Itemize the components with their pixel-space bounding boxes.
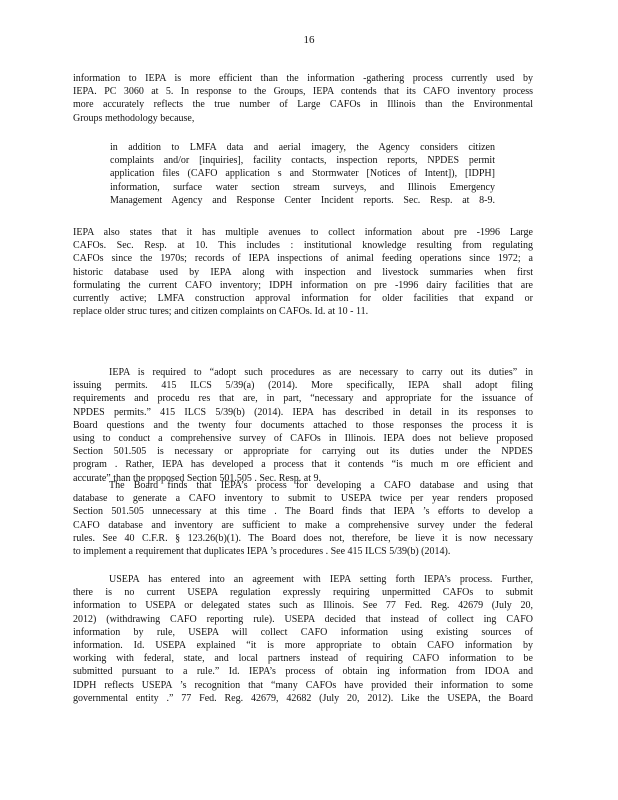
text-line: CAFO database and inventory are sufficient to make a comprehensive survey under the federal bbox=[73, 519, 533, 531]
text-line: replace older struc tures; and citizen complaints on CAFOs. Id. at 10 - 11. bbox=[73, 306, 369, 318]
text-line: Management Agency and Response Center Incident reports. Sec. Resp. at 8-9. bbox=[110, 194, 495, 206]
text-line: Board questions and the twenty four documents attached to those responses the process it is bbox=[73, 419, 533, 431]
text-line: historic database used by IEPA along with inspection and livestock summaries when first bbox=[73, 266, 533, 278]
text-line: Section 501.505 is necessary or appropriate for carrying out its duties under the NPDES bbox=[73, 446, 533, 458]
text-line: rules. See 40 C.F.R. § 123.26(b)(1). The Board does not, therefore, be lieve it is now necessary bbox=[73, 532, 533, 544]
text-line: NPDES permits.” 415 ILCS 5/39(b) (2014). IEPA has described in detail in its responses to bbox=[73, 406, 533, 418]
text-line: governmental entity .” 77 Fed. Reg. 42679, 42682 (July 20, 2012). Like the USEPA, the Board bbox=[73, 692, 533, 704]
paragraph-usepa-agreement bbox=[73, 573, 533, 705]
text-line: more accurately reflects the true number of Large CAFOs in Illinois than the Environmental bbox=[73, 99, 533, 111]
text-line: submitted pursuant to a rule.” Id. IEPA’s process of obtain ing information from IDOA and bbox=[73, 666, 533, 678]
text-line: IEPA also states that it has multiple avenues to collect information about pre -1996 Large bbox=[73, 227, 533, 238]
text-line: information to USEPA or delegated states such as Illinois. See 77 Fed. Reg. 42679 (July 20, bbox=[73, 600, 533, 612]
block-quote bbox=[110, 141, 495, 207]
text-line: CAFOs. Sec. Resp. at 10. This includes : institutional knowledge resulting from regulating bbox=[73, 240, 533, 252]
text-line: IDPH reflects USEPA ’s recognition that “many CAFOs have provided their information to some bbox=[73, 679, 533, 691]
text-line: IEPA is required to “adopt such procedures as are necessary to carry out its duties” in bbox=[109, 367, 533, 378]
text-line: complaints and/or [inquiries], facility contacts, inspection reports, NPDES permit bbox=[110, 155, 495, 167]
text-line: The Board finds that IEPA’s process for developing a CAFO database and using that bbox=[109, 480, 533, 491]
text-line: issuing permits. 415 ILCS 5/39(a) (2014). More specifically, IEPA shall adopt filing bbox=[73, 380, 533, 392]
page-number: 16 bbox=[303, 34, 315, 46]
text-line: database to generate a CAFO inventory to submit to USEPA twice per year renders proposed bbox=[73, 493, 533, 505]
text-line: CAFOs since the 1970s; records of IEPA inspections of animal feeding operations since 1972; a bbox=[73, 253, 533, 265]
text-line: currently active; LMFA construction approval information for older facilities that expand or bbox=[73, 292, 533, 304]
paragraph-multiple-avenues bbox=[73, 226, 533, 318]
text-line: accurate” than the proposed Section 501.505 . Sec. Resp. at 9. bbox=[73, 472, 321, 484]
text-line: information to IEPA is more efficient than the information -gathering process currently used by bbox=[73, 73, 533, 84]
text-line: requirements and procedu res that are, in part, “necessary and appropriate for the issuance of bbox=[73, 393, 533, 405]
text-line: Section 501.505 unnecessary at this time . The Board finds that IEPA ’s efforts to develop a bbox=[73, 506, 533, 518]
text-line: information. Id. USEPA explained “it is more appropriate to obtain CAFO information by bbox=[73, 639, 533, 651]
text-line: Groups methodology because, bbox=[73, 112, 195, 124]
paragraph-board-finds bbox=[73, 479, 533, 558]
text-line: information by rule, USEPA will collect CAFO information using existing sources of bbox=[73, 626, 533, 638]
text-line: application files (CAFO application s and Stormwater [Notices of Intent]), [IDPH] bbox=[110, 168, 495, 180]
text-line: USEPA has entered into an agreement with IEPA setting forth IEPA’s process. Further, bbox=[109, 574, 533, 585]
paragraph-adopt-procedures bbox=[73, 366, 533, 485]
text-line: IEPA. PC 3060 at 5. In response to the Groups, IEPA contends that its CAFO inventory process bbox=[73, 86, 533, 98]
text-line: there is no current USEPA regulation expressly requiring unpermitted CAFOs to submit bbox=[73, 587, 533, 599]
text-line: working with federal, state, and local partners instead of requiring CAFO information to be bbox=[73, 653, 533, 665]
text-line: formulating the current CAFO inventory; IDPH information on pre -1996 dairy facilities that are bbox=[73, 279, 533, 291]
text-line: program . Rather, IEPA has developed a process that it contends “is much m ore efficient and bbox=[73, 459, 533, 471]
text-line: to implement a requirement that duplicates IEPA ’s procedures . See 415 ILCS 5/39(b) (2014). bbox=[73, 545, 451, 557]
text-line: 2012) (withdrawing CAFO reporting rule). USEPA decided that instead of collect ing CAFO bbox=[73, 613, 533, 625]
text-line: in addition to LMFA data and aerial imagery, the Agency considers citizen bbox=[110, 142, 495, 153]
text-line: using to conduct a comprehensive survey of CAFOs in Illinois. IEPA does not believe proposed bbox=[73, 432, 533, 444]
paragraph-inventory-process bbox=[73, 72, 533, 125]
text-line: information, surface water section stream surveys, and Illinois Emergency bbox=[110, 181, 495, 193]
